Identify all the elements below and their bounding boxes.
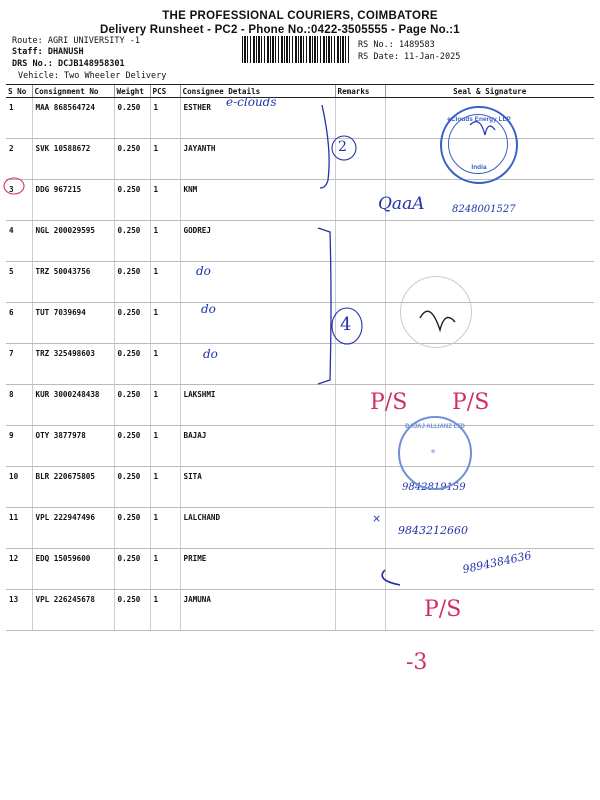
cell-weight: 0.250 <box>114 549 150 590</box>
rs-number: RS No.: 1489583 <box>358 40 435 50</box>
hw-phone-sita: 9842819159 <box>402 482 466 493</box>
cell-weight: 0.250 <box>114 467 150 508</box>
cell-pcs: 1 <box>150 139 180 180</box>
vehicle-label: Vehicle: Two Wheeler Delivery <box>18 71 167 81</box>
cell-pcs: 1 <box>150 385 180 426</box>
cell-pcs: 1 <box>150 426 180 467</box>
cell-weight: 0.250 <box>114 344 150 385</box>
cell-consignment: TRZ 50043756 <box>32 262 114 303</box>
col-pcs: PCS <box>150 85 180 98</box>
row-3-red-circle <box>4 178 24 194</box>
bracket-rows-4-7 <box>318 228 331 384</box>
cell-consignee: SITA <box>180 467 335 508</box>
hw-eclouds-note: e-clouds <box>226 95 277 109</box>
hw-minus-3: -3 <box>406 650 428 675</box>
col-remarks: Remarks <box>335 85 385 98</box>
cell-sno: 10 <box>6 467 32 508</box>
hw-phone-knm: 8248001527 <box>452 204 516 215</box>
bajaj-stamp-name: BAJAJ ALLIANZ LTD <box>405 424 465 430</box>
cell-pcs: 1 <box>150 262 180 303</box>
cell-consignment: BLR 220675805 <box>32 467 114 508</box>
hw-pls-2: P/S <box>452 390 490 415</box>
cell-weight: 0.250 <box>114 180 150 221</box>
cell-consignment: DDG 967215 <box>32 180 114 221</box>
cell-consignment: MAA 868564724 <box>32 98 114 139</box>
cell-sno: 11 <box>6 508 32 549</box>
cell-weight: 0.250 <box>114 139 150 180</box>
col-seal: Seal & Signature <box>385 85 594 98</box>
cell-consignment: TRZ 325498603 <box>32 344 114 385</box>
cell-sno: 2 <box>6 139 32 180</box>
star-icon: * <box>430 448 437 459</box>
staff-label: Staff: DHANUSH <box>12 47 84 57</box>
cell-pcs: 1 <box>150 467 180 508</box>
cell-consignee: LALCHAND <box>180 508 335 549</box>
col-consignee: Consignee Details <box>180 85 335 98</box>
hw-ditto-row-6: do <box>201 302 216 316</box>
cell-consignee: LAKSHMI <box>180 385 335 426</box>
cell-consignment: EDQ 15059600 <box>32 549 114 590</box>
cell-consignment: SVK 10588672 <box>32 139 114 180</box>
col-sno: S No <box>6 85 32 98</box>
cell-weight: 0.250 <box>114 590 150 631</box>
cell-pcs: 1 <box>150 221 180 262</box>
hw-phone-lalchand: 9843212660 <box>398 524 468 537</box>
cell-consignee: BAJAJ <box>180 426 335 467</box>
cell-sno: 6 <box>6 303 32 344</box>
cell-pcs: 1 <box>150 180 180 221</box>
cell-pcs: 1 <box>150 344 180 385</box>
cell-weight: 0.250 <box>114 508 150 549</box>
hw-pls-3: P/S <box>424 597 462 622</box>
cell-sno: 8 <box>6 385 32 426</box>
eclouds-stamp-country: India <box>471 164 487 171</box>
eclouds-stamp <box>440 106 518 184</box>
cell-consignee: JAYANTH <box>180 139 335 180</box>
cell-pcs: 1 <box>150 303 180 344</box>
cell-weight: 0.250 <box>114 262 150 303</box>
hw-ditto-row-5: do <box>196 264 211 278</box>
drs-number: DRS No.: DCJB148958301 <box>12 59 125 69</box>
cell-sno: 1 <box>6 98 32 139</box>
cell-consignment: TUT 7039694 <box>32 303 114 344</box>
hw-remark-4: 4 <box>340 314 352 335</box>
cell-consignee: GODREJ <box>180 221 335 262</box>
cell-consignee: JAMUNA <box>180 590 335 631</box>
company-name: THE PROFESSIONAL COURIERS, COIMBATORE <box>162 10 438 22</box>
cell-weight: 0.250 <box>114 221 150 262</box>
bracket-rows-1-2 <box>320 105 329 188</box>
cell-pcs: 1 <box>150 590 180 631</box>
cell-sno: 9 <box>6 426 32 467</box>
cell-consignment: OTY 3877978 <box>32 426 114 467</box>
cell-consignee: PRIME <box>180 549 335 590</box>
cell-pcs: 1 <box>150 98 180 139</box>
hw-ditto-row-7: do <box>203 347 218 361</box>
cell-consignee: ESTHER <box>180 98 335 139</box>
col-weight: Weight <box>114 85 150 98</box>
cell-sno: 13 <box>6 590 32 631</box>
cell-weight: 0.250 <box>114 303 150 344</box>
cell-weight: 0.250 <box>114 385 150 426</box>
hw-phone-prime: 9894384636 <box>461 548 533 577</box>
cell-weight: 0.250 <box>114 426 150 467</box>
cell-sno: 5 <box>6 262 32 303</box>
hw-remark-2: 2 <box>338 139 347 155</box>
cell-consignment: VPL 222947496 <box>32 508 114 549</box>
hw-cross-mark: × <box>372 512 382 525</box>
cell-consignment: KUR 3000248438 <box>32 385 114 426</box>
cell-pcs: 1 <box>150 549 180 590</box>
faint-stamp <box>400 276 472 348</box>
hw-pls-1: P/S <box>370 390 408 415</box>
cell-pcs: 1 <box>150 508 180 549</box>
rs-date: RS Date: 11-Jan-2025 <box>358 52 461 62</box>
cell-consignee: KNM <box>180 180 335 221</box>
eclouds-stamp-name: eClouds Energy LLP <box>447 116 511 123</box>
runsheet-title: Delivery Runsheet - PC2 - Phone No.:0422-3505555 - Page No.:1 <box>100 24 460 36</box>
cell-sno: 7 <box>6 344 32 385</box>
hw-signature-knm: QaaA <box>378 194 425 214</box>
cell-consignment: VPL 226245678 <box>32 590 114 631</box>
cell-consignment: NGL 200029595 <box>32 221 114 262</box>
cell-sno: 3 <box>6 180 32 221</box>
signature-prime-stroke <box>382 570 400 585</box>
cell-sno: 4 <box>6 221 32 262</box>
cell-sno: 12 <box>6 549 32 590</box>
route-label: Route: AGRI UNIVERSITY -1 <box>12 36 140 46</box>
col-consignment: Consignment No <box>32 85 114 98</box>
bajaj-stamp <box>398 416 472 490</box>
cell-weight: 0.250 <box>114 98 150 139</box>
